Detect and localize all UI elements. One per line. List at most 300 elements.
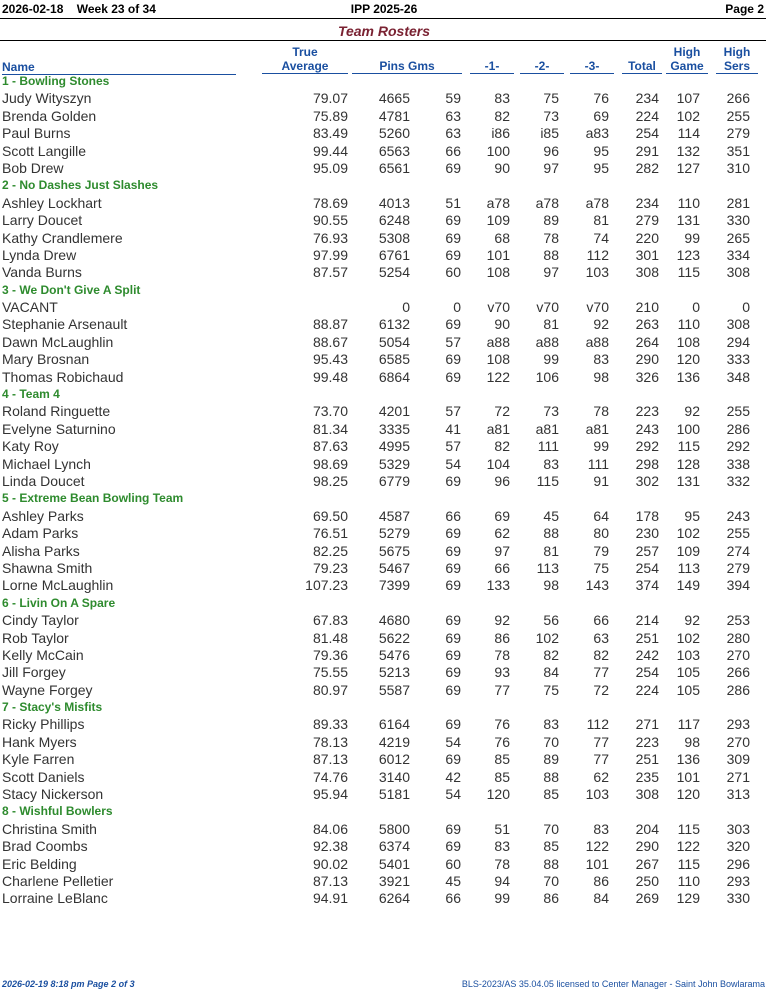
high-series: 308 (726, 264, 750, 281)
game3: 77 (593, 751, 609, 768)
game3: 99 (593, 438, 609, 455)
game2: 78 (543, 229, 559, 246)
high-series: 255 (726, 107, 750, 124)
game1: 85 (494, 751, 510, 768)
pins: 4219 (378, 733, 410, 750)
games: 69 (445, 159, 461, 176)
game3: 75 (593, 559, 609, 576)
team-heading: 8 - Wishful Bowlers (2, 804, 113, 819)
true-average: 78.69 (312, 194, 348, 211)
high-game: 149 (676, 577, 700, 594)
games: 57 (445, 438, 461, 455)
player-name: Ricky Phillips (2, 716, 85, 733)
player-name: Adam Parks (2, 525, 79, 542)
game1: 77 (494, 681, 510, 698)
player-name: Stacy Nickerson (2, 786, 104, 803)
player-name: Lorraine LeBlanc (2, 890, 108, 907)
game3: 77 (593, 664, 609, 681)
table-row (0, 525, 768, 542)
game2: 85 (543, 838, 559, 855)
true-average: 95.09 (312, 159, 348, 176)
pins: 6779 (378, 472, 410, 489)
total: 224 (635, 681, 659, 698)
header-divider (0, 18, 766, 19)
game3: 74 (593, 229, 609, 246)
true-average: 76.51 (312, 525, 348, 542)
table-row (0, 125, 768, 142)
total: 302 (635, 472, 659, 489)
games: 69 (445, 629, 461, 646)
true-average: 95.94 (312, 786, 348, 803)
table-row (0, 473, 768, 490)
game2: 106 (535, 368, 559, 385)
high-game: 115 (677, 264, 700, 281)
pins: 6761 (378, 246, 410, 263)
player-name: Lorne McLaughlin (2, 577, 114, 594)
game3: 66 (593, 612, 609, 629)
games: 45 (445, 872, 461, 889)
game2: i85 (540, 125, 559, 142)
game1: 108 (486, 351, 510, 368)
game1: i86 (491, 125, 510, 142)
total: 271 (635, 716, 659, 733)
total: 291 (635, 142, 659, 159)
true-average: 87.63 (312, 438, 348, 455)
game3: 112 (586, 246, 609, 263)
game2: 89 (543, 751, 559, 768)
games: 57 (445, 403, 461, 420)
game1: 83 (494, 90, 510, 107)
game2: 88 (543, 525, 559, 542)
game1: 133 (486, 577, 510, 594)
high-game: 110 (677, 194, 700, 211)
game2: 88 (543, 768, 559, 785)
total: 251 (635, 629, 659, 646)
high-series: 292 (726, 438, 750, 455)
game3: 81 (593, 212, 609, 229)
high-game: 117 (677, 716, 700, 733)
high-series: 255 (726, 525, 750, 542)
high-series: 351 (726, 142, 750, 159)
pins: 4201 (378, 403, 410, 420)
table-row (0, 786, 768, 803)
total: 210 (635, 299, 659, 316)
true-average: 89.33 (312, 716, 348, 733)
high-game: 129 (676, 890, 700, 907)
games: 63 (445, 125, 461, 142)
game3: a78 (585, 194, 609, 211)
game3: v70 (586, 299, 609, 316)
game3: 101 (585, 855, 609, 872)
table-row (0, 212, 768, 229)
player-name: Larry Doucet (2, 212, 83, 229)
pins: 5675 (378, 542, 410, 559)
pins: 6248 (378, 212, 410, 229)
game3: 76 (593, 90, 609, 107)
game1: 96 (494, 472, 510, 489)
table-row (0, 821, 768, 838)
game2: 83 (543, 455, 559, 472)
pins: 5467 (378, 559, 410, 576)
table-row (0, 560, 768, 577)
table-row (0, 316, 768, 333)
game2: a78 (535, 194, 559, 211)
game3: 92 (593, 316, 609, 333)
high-series: 334 (726, 246, 750, 263)
high-series: 313 (726, 786, 750, 803)
high-series: 266 (726, 90, 750, 107)
column-header-high-series-bottom: Sers (716, 59, 758, 74)
team-heading: 7 - Stacy's Misfits (2, 700, 103, 715)
games: 69 (445, 681, 461, 698)
high-game: 92 (684, 403, 700, 420)
player-name: Charlene Pelletier (2, 872, 114, 889)
game2: 86 (543, 890, 559, 907)
high-series: 294 (726, 333, 750, 350)
game2: 111 (537, 438, 559, 455)
player-name: Rob Taylor (2, 629, 69, 646)
high-game: 105 (676, 681, 700, 698)
game2: 99 (543, 351, 559, 368)
games: 69 (445, 368, 461, 385)
table-row (0, 421, 768, 438)
game2: v70 (536, 299, 559, 316)
games: 63 (445, 107, 461, 124)
player-name: Brad Coombs (2, 838, 88, 855)
game1: 92 (494, 612, 510, 629)
high-game: 113 (677, 559, 700, 576)
player-name: Brenda Golden (2, 107, 97, 124)
column-header-average-top: True (292, 45, 318, 59)
true-average: 81.48 (312, 629, 348, 646)
games: 69 (445, 559, 461, 576)
true-average: 97.99 (312, 246, 348, 263)
game3: 79 (593, 542, 609, 559)
table-row (0, 769, 768, 786)
games: 59 (445, 90, 461, 107)
pins: 6585 (378, 351, 410, 368)
high-game: 115 (677, 438, 700, 455)
column-header-pins-games: Pins Gms (352, 59, 462, 74)
game3: a81 (585, 420, 609, 437)
true-average: 83.49 (312, 125, 348, 142)
team-heading: 1 - Bowling Stones (2, 74, 110, 88)
total: 254 (635, 559, 659, 576)
high-game: 105 (676, 664, 700, 681)
table-row (0, 630, 768, 647)
high-game: 102 (676, 525, 700, 542)
high-game: 0 (692, 299, 700, 316)
table-row (0, 299, 768, 316)
high-series: 338 (726, 455, 750, 472)
game3: 95 (593, 142, 609, 159)
pins: 7399 (378, 577, 410, 594)
player-name: Ashley Parks (2, 507, 84, 524)
column-header-game1: -1- (470, 59, 514, 74)
total: 292 (635, 438, 659, 455)
games: 57 (445, 333, 461, 350)
player-name: Roland Ringuette (2, 403, 111, 420)
player-name: Vanda Burns (2, 264, 82, 281)
table-row (0, 108, 768, 125)
high-game: 120 (676, 786, 700, 803)
game3: 112 (586, 716, 609, 733)
high-series: 303 (726, 820, 750, 837)
game2: 88 (543, 855, 559, 872)
table-row (0, 508, 768, 525)
pins: 6132 (378, 316, 410, 333)
pins: 5622 (378, 629, 410, 646)
true-average: 87.57 (312, 264, 348, 281)
total: 214 (635, 612, 659, 629)
game2: 96 (543, 142, 559, 159)
high-series: 333 (726, 351, 750, 368)
total: 257 (635, 542, 659, 559)
game1: 78 (494, 646, 510, 663)
total: 235 (635, 768, 659, 785)
high-game: 131 (676, 472, 700, 489)
total: 220 (635, 229, 659, 246)
game2: 81 (543, 542, 559, 559)
game2: a81 (535, 420, 559, 437)
games: 69 (445, 525, 461, 542)
high-game: 110 (677, 872, 700, 889)
high-series: 330 (726, 212, 750, 229)
pins: 5329 (378, 455, 410, 472)
high-game: 107 (676, 90, 700, 107)
table-row (0, 143, 768, 160)
games: 60 (445, 855, 461, 872)
player-name: Bob Drew (2, 159, 64, 176)
high-series: 293 (726, 872, 750, 889)
player-name: Hank Myers (2, 733, 77, 750)
game3: 62 (593, 768, 609, 785)
game1: 90 (494, 159, 510, 176)
game3: 77 (593, 733, 609, 750)
game2: 84 (543, 664, 559, 681)
column-header-average-bottom: Average (262, 59, 348, 74)
high-game: 136 (676, 368, 700, 385)
true-average: 95.43 (312, 351, 348, 368)
player-name: Thomas Robichaud (2, 368, 124, 385)
game1: 122 (486, 368, 510, 385)
page-header (0, 0, 768, 20)
game1: a81 (486, 420, 510, 437)
game2: 75 (543, 90, 559, 107)
game2: 98 (543, 577, 559, 594)
column-header-high-series-top: High (723, 45, 751, 59)
footer-timestamp: 2026-02-19 8:18 pm Page 2 of 3 (2, 979, 135, 989)
games: 69 (445, 838, 461, 855)
game2: 102 (535, 629, 559, 646)
pins: 6563 (378, 142, 410, 159)
game2: 97 (543, 264, 559, 281)
game2: 81 (543, 316, 559, 333)
games: 69 (445, 542, 461, 559)
pins: 5308 (378, 229, 410, 246)
game1: 100 (486, 142, 510, 159)
true-average: 87.13 (312, 751, 348, 768)
high-series: 280 (726, 629, 750, 646)
column-header-game3: -3- (570, 59, 614, 74)
game2: 113 (536, 559, 559, 576)
game3: 82 (593, 646, 609, 663)
total: 254 (635, 125, 659, 142)
true-average: 90.02 (312, 855, 348, 872)
game2: 83 (543, 716, 559, 733)
total: 290 (635, 838, 659, 855)
high-series: 281 (726, 194, 750, 211)
games: 54 (445, 786, 461, 803)
player-name: Kathy Crandlemere (2, 229, 123, 246)
true-average: 73.70 (312, 403, 348, 420)
games: 66 (445, 142, 461, 159)
total: 308 (635, 264, 659, 281)
game3: 91 (593, 472, 609, 489)
game3: 83 (593, 820, 609, 837)
game2: 56 (543, 612, 559, 629)
high-game: 108 (676, 333, 700, 350)
high-series: 270 (726, 646, 750, 663)
total: 234 (635, 194, 659, 211)
games: 69 (445, 351, 461, 368)
high-series: 274 (726, 542, 750, 559)
table-row (0, 543, 768, 560)
game1: 82 (494, 107, 510, 124)
true-average: 98.25 (312, 472, 348, 489)
games: 69 (445, 246, 461, 263)
column-header-high-game-top: High (673, 45, 701, 59)
player-name: Mary Brosnan (2, 351, 90, 368)
pins: 4680 (378, 612, 410, 629)
pins: 5279 (378, 525, 410, 542)
pins: 5587 (378, 681, 410, 698)
game3: 84 (593, 890, 609, 907)
player-name: Dawn McLaughlin (2, 333, 114, 350)
high-game: 98 (684, 733, 700, 750)
game3: 63 (593, 629, 609, 646)
header-page: Page 2 (725, 2, 764, 16)
games: 69 (445, 751, 461, 768)
table-row (0, 734, 768, 751)
true-average: 88.67 (312, 333, 348, 350)
column-header-high-game-bottom: Game (666, 59, 708, 74)
true-average: 74.76 (312, 768, 348, 785)
high-series: 266 (726, 664, 750, 681)
pins: 5213 (378, 664, 410, 681)
pins: 5260 (378, 125, 410, 142)
games: 60 (445, 264, 461, 281)
pins: 5476 (378, 646, 410, 663)
games: 0 (453, 299, 461, 316)
total: 263 (635, 316, 659, 333)
game3: 83 (593, 351, 609, 368)
true-average: 78.13 (312, 733, 348, 750)
title-divider (0, 40, 766, 41)
high-game: 131 (676, 212, 700, 229)
high-series: 243 (726, 507, 750, 524)
games: 51 (445, 194, 461, 211)
games: 69 (445, 820, 461, 837)
pins: 5800 (378, 820, 410, 837)
high-series: 330 (726, 890, 750, 907)
game3: 78 (593, 403, 609, 420)
true-average: 87.13 (312, 872, 348, 889)
total: 264 (635, 333, 659, 350)
games: 69 (445, 664, 461, 681)
table-row (0, 856, 768, 873)
game3: 80 (593, 525, 609, 542)
games: 69 (445, 316, 461, 333)
page-title: Team Rosters (337, 23, 431, 39)
games: 69 (445, 229, 461, 246)
column-header-total: Total (622, 59, 662, 74)
high-game: 115 (677, 855, 700, 872)
high-game: 95 (684, 507, 700, 524)
game1: 68 (494, 229, 510, 246)
player-name: Eric Belding (2, 855, 77, 872)
total: 290 (635, 351, 659, 368)
true-average: 94.91 (312, 890, 348, 907)
game2: 45 (543, 507, 559, 524)
game1: v70 (487, 299, 510, 316)
total: 308 (635, 786, 659, 803)
true-average: 82.25 (312, 542, 348, 559)
true-average: 67.83 (312, 612, 348, 629)
table-row (0, 751, 768, 768)
table-row (0, 334, 768, 351)
total: 242 (635, 646, 659, 663)
game1: 69 (494, 507, 510, 524)
table-row (0, 160, 768, 177)
total: 374 (635, 577, 659, 594)
table-row (0, 351, 768, 368)
true-average: 88.87 (312, 316, 348, 333)
column-header-game2: -2- (520, 59, 564, 74)
game2: 70 (543, 733, 559, 750)
pins: 5181 (378, 786, 410, 803)
high-series: 332 (726, 472, 750, 489)
pins: 5401 (378, 855, 410, 872)
table-row (0, 716, 768, 733)
table-row (0, 403, 768, 420)
games: 42 (445, 768, 461, 785)
true-average: 92.38 (312, 838, 348, 855)
player-name: Kyle Farren (2, 751, 75, 768)
pins: 6374 (378, 838, 410, 855)
game1: 76 (494, 733, 510, 750)
game1: 101 (486, 246, 510, 263)
games: 69 (445, 212, 461, 229)
total: 301 (635, 246, 659, 263)
table-row (0, 838, 768, 855)
high-game: 127 (676, 159, 700, 176)
game1: 93 (494, 664, 510, 681)
pins: 3921 (378, 872, 410, 889)
game3: 69 (593, 107, 609, 124)
total: 251 (635, 751, 659, 768)
games: 54 (445, 733, 461, 750)
total: 243 (635, 420, 659, 437)
header-week: Week 23 of 34 (76, 2, 156, 16)
total: 250 (635, 872, 659, 889)
table-row (0, 890, 768, 907)
table-row (0, 247, 768, 264)
game3: 103 (585, 264, 609, 281)
true-average: 90.55 (312, 212, 348, 229)
games: 69 (445, 716, 461, 733)
high-series: 296 (726, 855, 750, 872)
